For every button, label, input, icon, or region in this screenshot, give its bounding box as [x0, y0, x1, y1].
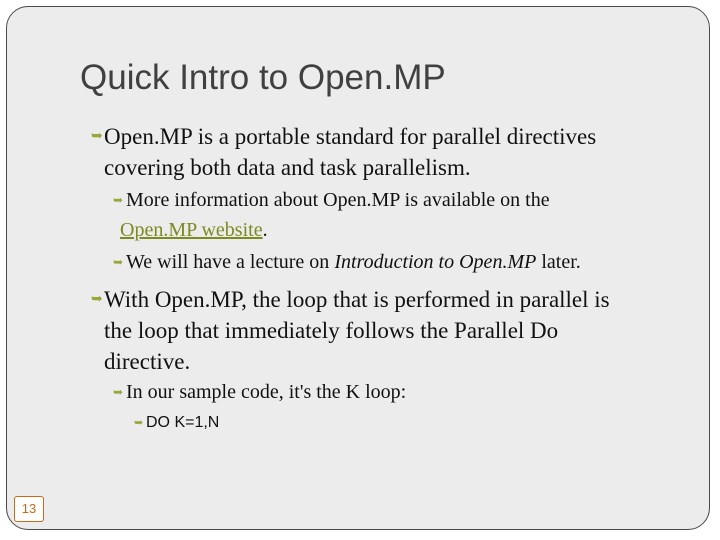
curved-arrow-bullet-icon: ➥ [91, 292, 103, 307]
curved-arrow-bullet-icon: ➥ [134, 417, 144, 429]
lecture-title-italic: Introduction to Open.MP [334, 251, 537, 273]
bullet-openmp-standard [91, 121, 597, 183]
curved-arrow-bullet-icon: ➥ [91, 129, 103, 144]
bullet-text-line-1: With Open.MP, the loop that is performed in parallel is [104, 287, 610, 312]
sub-bullet-lecture [113, 247, 581, 277]
code-text: DO K=1,N [146, 414, 220, 431]
sub-bullet-text: We will have a lecture on [126, 251, 335, 273]
slide-title: Quick Intro to Open.MP [80, 58, 446, 97]
sub-bullet-tail: . [262, 219, 268, 241]
sub-bullet-text: In our sample code, it's the K loop: [126, 381, 407, 403]
bullet-text-line-2: the loop that immediately follows the Parallel Do [104, 318, 559, 343]
curved-arrow-bullet-icon: ➥ [113, 193, 124, 207]
curved-arrow-bullet-icon: ➥ [113, 255, 124, 269]
openmp-website-link[interactable]: Open.MP website [120, 219, 263, 241]
curved-arrow-bullet-icon: ➥ [113, 385, 124, 399]
sub-bullet-more-info [113, 185, 550, 245]
sub-bullet-sample-code [113, 377, 407, 407]
bullet-parallel-loop [91, 284, 610, 377]
sub-bullet-text: More information about Open.MP is available on the [126, 189, 550, 211]
bullet-text-line-1: Open.MP is a portable standard for parallel directives [104, 124, 597, 149]
sub-sub-bullet-do-loop [134, 412, 220, 434]
bullet-text-line-3: directive. [104, 349, 191, 374]
bullet-text-line-2: covering both data and task parallelism. [104, 155, 471, 180]
page-number-badge: 13 [14, 496, 44, 522]
sub-bullet-tail: later. [536, 251, 581, 273]
